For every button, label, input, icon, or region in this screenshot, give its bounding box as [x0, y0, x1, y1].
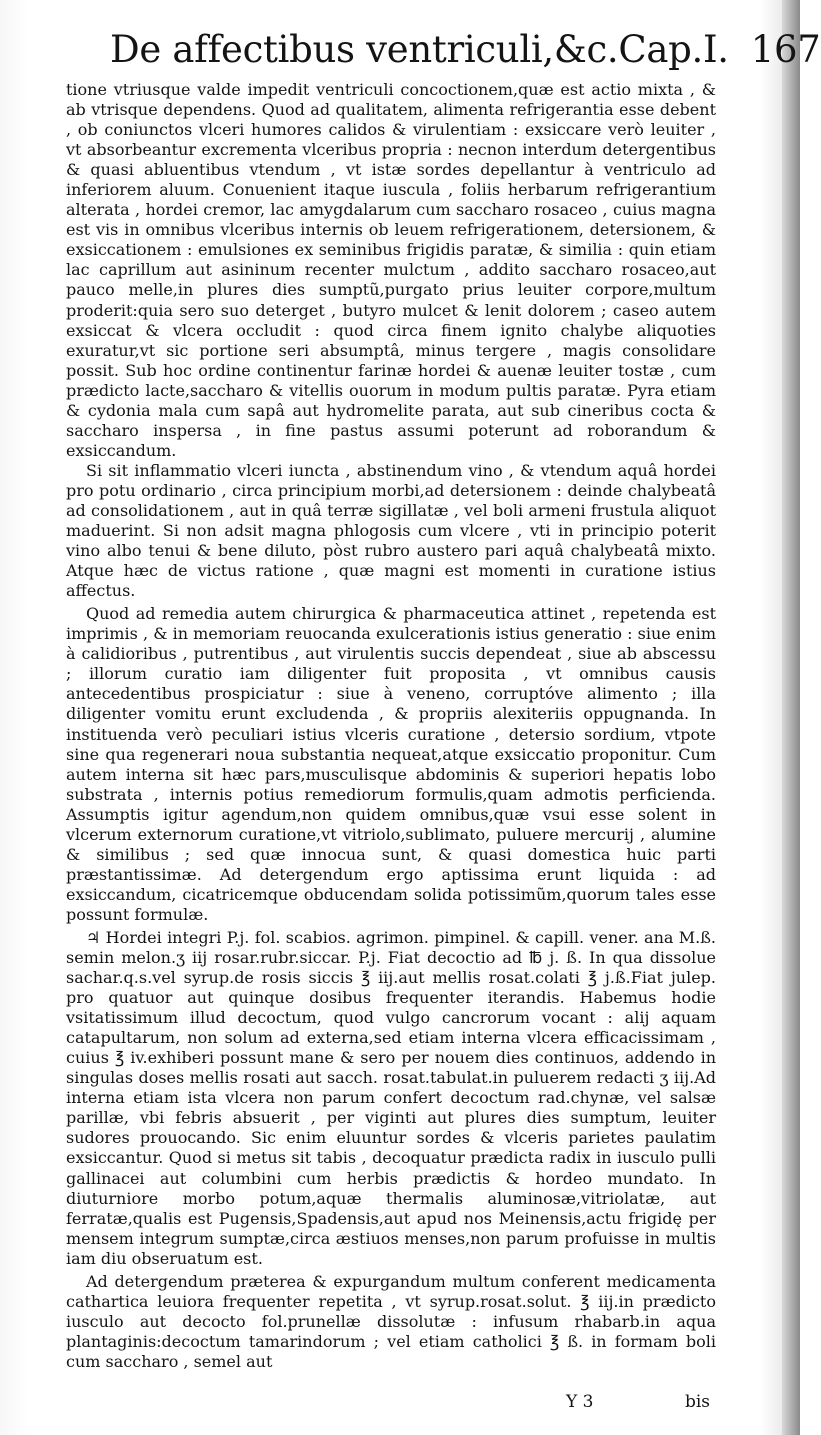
paragraph-inflammation: Si sit inflammatio vlceri iuncta , abstinendum vino , & vtendum aquâ hordei pro potu ordinario , circa principium morbi,ad detersionem : deinde chalybeatâ ad consolidationem , aut in quâ terræ sigillatæ , vel boli armeni frustula aliquot maduerint. Si non adsit magna phlogosis cum vlcere , vti in principio poterit vino albo tenui & bene diluto, pòst rubro austero pari aquâ chalybeatâ mixto. Atque hæc de victus ratione , quæ magni est momenti in curatione istius affectus. [66, 460, 716, 601]
page-footer [66, 1392, 710, 1416]
page-gutter-shadow [782, 0, 800, 1435]
signature-mark: Y 3 [566, 1392, 594, 1412]
paragraph-cathartics: Ad detergendum præterea & expurgandum multum conferent medicamenta cathartica leuiora frequenter repetita , vt syrup.rosat.solut. ℥ iij.in prædicto iusculo aut decocto fol.prunellæ dissolutæ : infusum rhabarb.in aqua plantaginis:decoctum tamarindorum ; vel etiam catholici ℥ ß. in formam boli cum saccharo , semel aut [66, 1271, 716, 1371]
header-title: De affectibus ventriculi,&c.Cap.I. [110, 28, 729, 71]
paragraph-diet-continuation: tione vtriusque valde impedit ventriculi concoctionem,quæ est actio mixta , & ab vtrisque dependens. Quod ad qualitatem, alimenta refrigerantia esse debent , ob coniunctos vlceri humores calidos & virulentiam : exsiccare verò leuiter , vt absorbeantur excrementa vlceribus propria : necnon interdum detergentibus & quasi abluentibus vtendum , vt istæ sordes depellantur à ventriculo ad inferiorem aluum. Conuenient itaque iuscula , foliis herbarum refrigerantium alterata , hordei cremor, lac amygdalarum cum saccharo rosaceo , cuius magna est vis in omnibus vlceribus internis ob leuem refrigerationem, detersionem, & exsiccationem : emulsiones ex seminibus frigidis paratæ, & similia : quin etiam lac caprillum aut asininum recenter mulctum , addito saccharo rosaceo,aut pauco melle,in plures dies sumptũ,purgato prius leuiter corpore,multum proderit:quia sero suo deterget , butyro mulcet & lenit dolorem ; caseo autem exsiccat & vlcera occludit : quod circa finem ignito chalybe aliquoties exuratur,vt sic portione seri absumptâ, minus tergere , magis consolidare possit. Sub hoc ordine continentur farinæ hordei & auenæ leuiter tostæ , cum prædicto lacte,saccharo & vitellis ouorum in modum pultis paratæ. Pyra etiam & cydonia mala cum sapâ aut hydromelite parata, aut sub cineribus cocta & saccharo inspersa , in fine pastus assumi poterunt ad roborandum & exsiccandum. [66, 80, 716, 460]
paragraph-remedies: Quod ad remedia autem chirurgica & pharmaceutica attinet , repetenda est imprimis , & in memoriam reuocanda exulcerationis istius generatio : siue enim à calidioribus , putrentibus , aut virulentis succis dependeat , siue ab abscessu ; illorum curatio iam diligenter fuit proposita , vt omnibus causis antecedentibus prospiciatur : siue à veneno, corruptóve alimento ; illa diligenter vomitu erunt excludenda , & propriis alexiteriis oppugnanda. In instituenda verò peculiari istius vlceris curatione , detersio sordium, vtpote sine qua regenerari noua substantia nequeat,atque exsiccatio proponitur. Cum autem interna sit hæc pars,musculisque abdominis & superiori hepatis lobo substrata , internis potius remediorum formulis,quam admotis perficienda. Assumptis igitur agendum,non quidem omnibus,quæ vsui esse solent in vlcerum externorum curatione,vt vitriolo,sublimato, puluere mercurij , alumine & similibus ; sed quæ innocua sunt, & quasi domestica huic parti præstantissimæ. Ad detergendum ergo aptissima erunt liquida : ad exsiccandum, cicatricemque obducendam solida potissimũm,quorum tales esse possunt formulæ. [66, 604, 716, 924]
running-header [110, 28, 821, 72]
text-body [66, 80, 716, 1372]
catchword: bis [684, 1392, 710, 1412]
paragraph-prescription: ♃ Hordei integri P.j. fol. scabios. agrimon. pimpinel. & capill. vener. ana M.ß. semin melon.ʒ iij rosar.rubr.siccar. P.j. Fiat decoctio ad ℔ j. ß. In qua dissolue sachar.q.s.vel syrup.de rosis siccis ℥ iij.aut mellis rosat.colati ℥ j.ß.Fiat julep. pro quatuor aut quinque dosibus frequenter iterandis. Habemus hodie vsitatissimum illud decoctum, quod vulgo cancrorum vocant : alij aquam catapultarum, non solum ad externa,sed etiam interna vlcera efficacissimam , cuius ℥ iv.exhiberi possunt mane & sero per nouem dies continuos, addendo in singulas doses mellis rosati aut sacch. rosat.tabulat.in puluerem redacti ʒ iij.Ad interna etiam ista vlcera non parum confert decoctum rad.chynæ, vel salsæ parillæ, vbi febris absuerit , per viginti aut plures dies sumptum, leuiter sudores prouocando. Sic enim eluuntur sordes & vlceris parietes paulatim exsiccantur. Quod si metus sit tabis , decoquatur prædicta radix in iusculo pulli gallinacei aut columbini cum herbis prædictis & hordeo mundato. In diuturniore morbo potum,aquæ thermalis aluminosæ,vitriolatæ, aut ferratæ,qualis est Pugensis,Spadensis,aut apud nos Meinensis,actu frigidę per mensem integrum sumptæ,circa æstiuos menses,non parum profuisse in multis iam diu obseruatum est. [66, 927, 716, 1268]
page-number: 167 [750, 28, 821, 71]
